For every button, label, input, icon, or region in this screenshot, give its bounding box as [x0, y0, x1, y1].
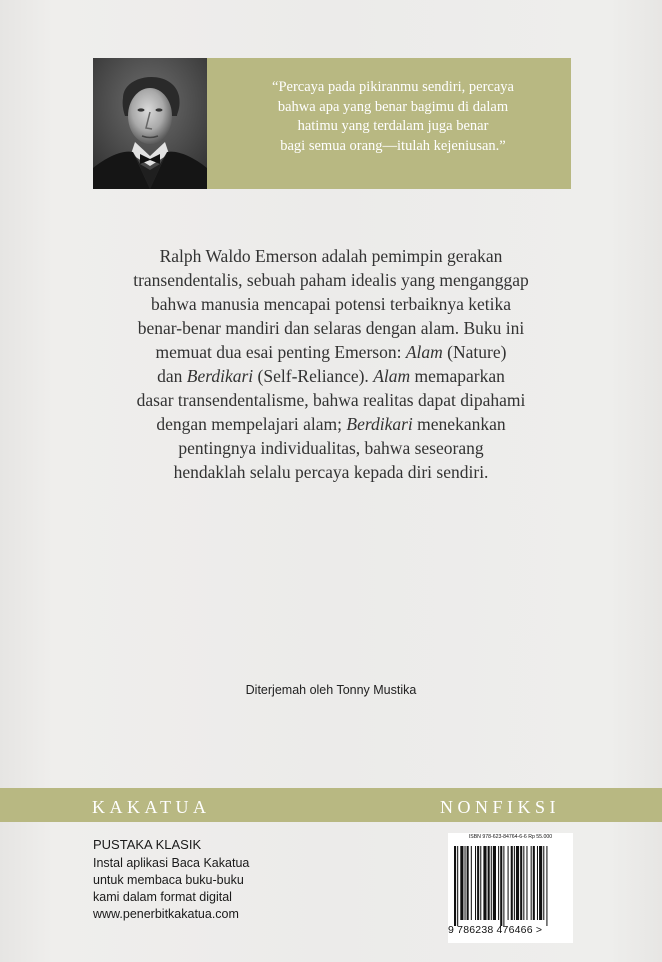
barcode-bar — [460, 846, 463, 920]
quote-line: “Percaya pada pikiranmu sendiri, percaya — [272, 79, 514, 95]
blurb-text: memuat dua esai penting Emerson: — [155, 342, 406, 362]
barcode-graphic — [450, 846, 571, 928]
barcode-bar — [516, 846, 519, 920]
barcode-bar — [546, 846, 547, 926]
blurb-title-italic: Berdikari — [346, 414, 413, 434]
barcode-bar — [471, 846, 472, 920]
barcode-bar — [511, 846, 513, 920]
blurb-line: pentingnya individualitas, bahwa seseorang — [178, 438, 484, 458]
barcode-bar — [514, 846, 515, 920]
barcode-bar — [539, 846, 542, 920]
author-portrait-image — [93, 58, 207, 189]
blurb-line: benar-benar mandiri dan selaras dengan alam. Buku ini — [137, 318, 525, 338]
author-portrait — [93, 58, 207, 189]
blurb-line: bahwa manusia mencapai potensi terbaiknya ketika — [150, 294, 512, 314]
blurb-title-italic: Alam — [405, 342, 443, 362]
barcode-bar — [503, 846, 504, 926]
isbn-barcode-box — [448, 833, 573, 943]
blurb-line: dasar transendentalisme, bahwa realitas dapat dipahami — [136, 390, 526, 410]
barcode-bar — [533, 846, 535, 920]
quote-line: bahwa apa yang benar bagimu di dalam — [277, 98, 509, 115]
blurb-line — [60, 412, 602, 436]
barcode-bar — [493, 846, 496, 920]
translator-credit: Diterjemah oleh Tonny Mustika — [245, 683, 417, 697]
quote-line: hatimu yang terdalam juga benar — [297, 118, 489, 134]
app-promo-line: untuk membaca buku-buku — [93, 873, 244, 887]
barcode-bar — [465, 846, 466, 920]
barcode-bar — [457, 846, 458, 926]
barcode-bar — [467, 846, 469, 920]
blurb-text: menekankan — [412, 414, 506, 434]
blurb-text: (Self-Reliance). — [253, 366, 374, 386]
barcode-bar — [483, 846, 486, 920]
book-category: NONFIKSI — [440, 797, 561, 817]
barcode-bar — [475, 846, 476, 920]
barcode-bar — [537, 846, 538, 920]
blurb-text: (Nature) — [442, 342, 507, 362]
barcode-bar — [477, 846, 479, 920]
barcode-bar — [520, 846, 522, 920]
website-link[interactable]: www.penerbitkakatua.com — [93, 907, 239, 921]
barcode-bar — [500, 846, 502, 926]
barcode-bar — [523, 846, 524, 920]
barcode-digits: 9 786238 476466 > — [448, 924, 543, 936]
blurb-title-italic: Alam — [373, 366, 411, 386]
blurb-title-italic: Berdikari — [186, 366, 254, 386]
publisher-info — [93, 836, 249, 923]
book-blurb — [60, 244, 602, 484]
publisher-name: KAKATUA — [92, 797, 211, 817]
blurb-line — [60, 340, 602, 364]
barcode-bar — [498, 846, 499, 920]
app-promo-line: kami dalam format digital — [93, 890, 232, 904]
series-name: PUSTAKA KLASIK — [93, 837, 202, 852]
barcode-bar — [543, 846, 544, 920]
blurb-line: hendaklah selalu percaya kepada diri sendiri. — [173, 462, 489, 482]
blurb-line — [60, 364, 602, 388]
blurb-text: memaparkan — [410, 366, 505, 386]
barcode-bar — [488, 846, 490, 920]
quote-band — [93, 58, 571, 189]
app-promo-line: Instal aplikasi Baca Kakatua — [93, 856, 250, 870]
blurb-text: dan — [157, 366, 187, 386]
barcode-bar — [526, 846, 527, 920]
blurb-line: Ralph Waldo Emerson adalah pemimpin gerakan — [159, 246, 503, 266]
isbn-label: ISBN 978-623-84764-6-6 Rp 55.000 — [468, 834, 553, 840]
blurb-line: transendentalis, sebuah paham idealis yang menganggap — [133, 270, 529, 290]
quote-line: bagi semua orang—itulah kejeniusan.” — [280, 137, 506, 154]
barcode-bar — [454, 846, 456, 926]
quote-text — [223, 78, 563, 156]
barcode-bar — [508, 846, 509, 920]
barcode-bar — [491, 846, 492, 920]
barcode-bar — [531, 846, 532, 920]
barcode-bar — [480, 846, 481, 920]
blurb-text: dengan mempelajari alam; — [156, 414, 347, 434]
